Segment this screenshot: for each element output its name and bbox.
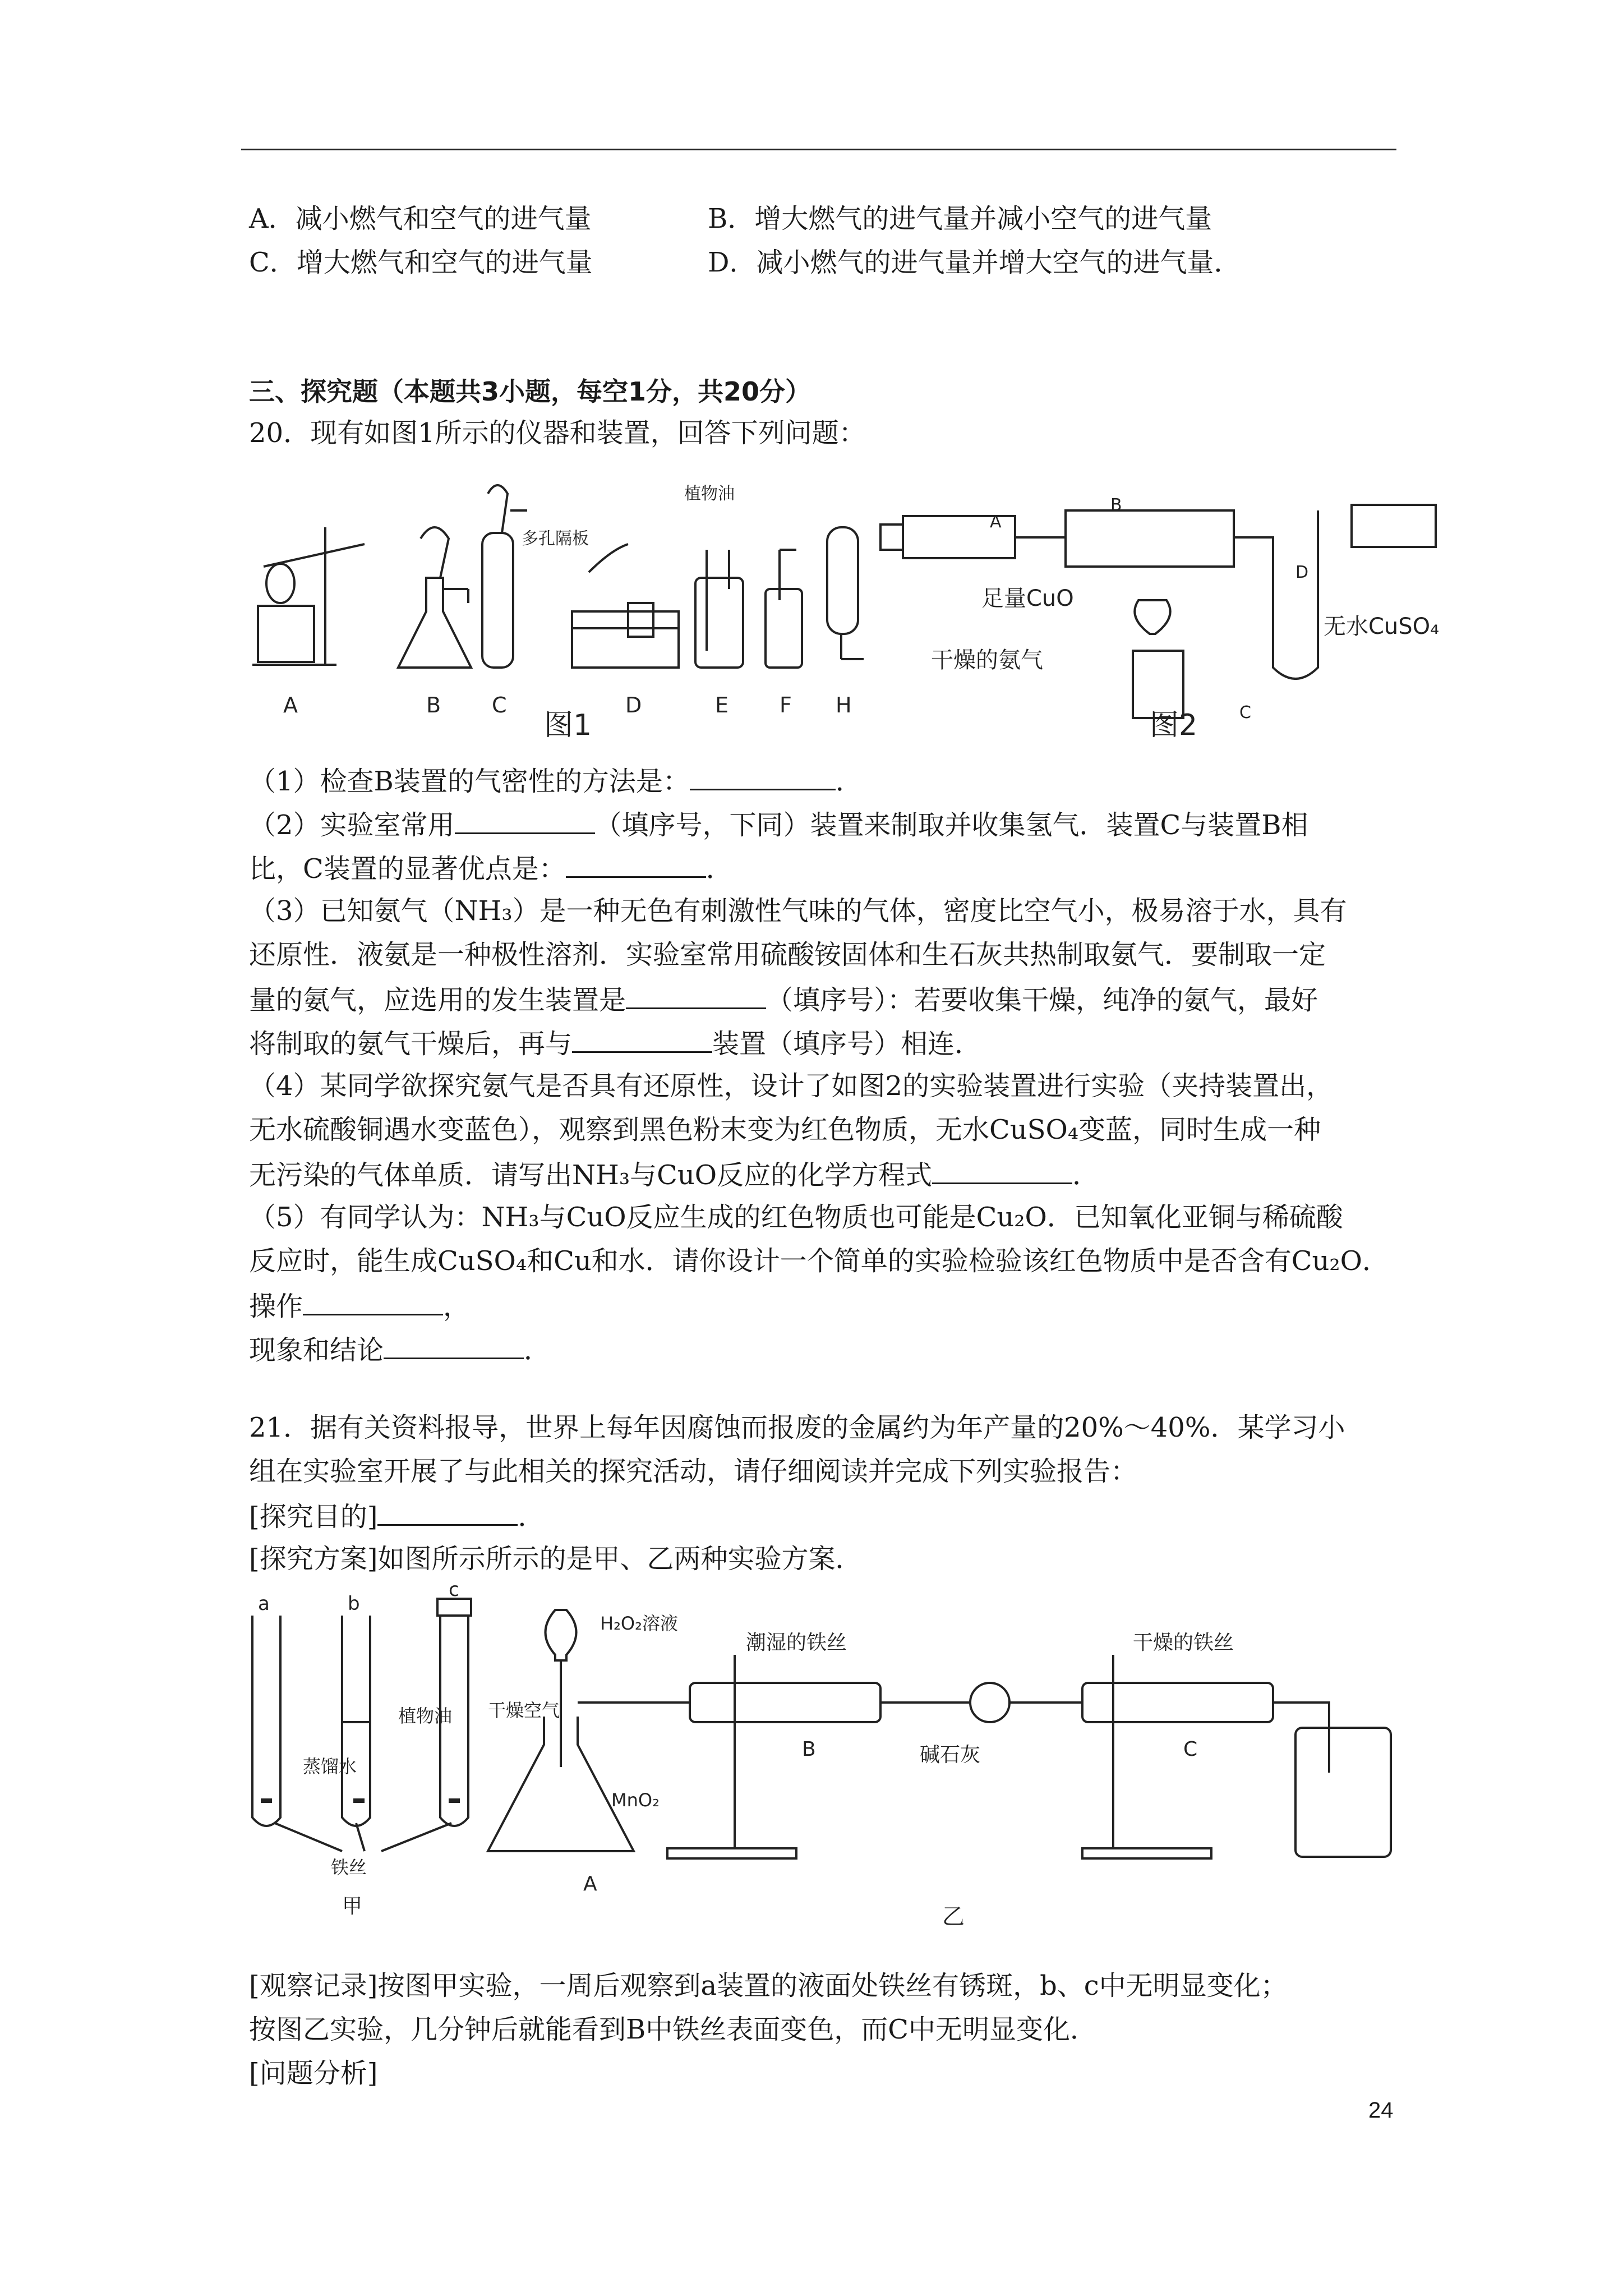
tube-b-device-label: B: [802, 1738, 816, 1761]
q20-p4-line1: （4）某同学欲探究氨气是否具有还原性，设计了如图2的实验装置进行实验（夹持装置出，: [249, 1070, 1334, 1102]
q20-p4-line2: 无水硫酸铜遇水变蓝色），观察到黑色粉末变为红色物质，无水CuSO₄变蓝，同时生成一种: [249, 1114, 1321, 1145]
fig2-cuso4-label: 无水CuSO₄: [1324, 614, 1440, 639]
fig1-label-h: H: [836, 693, 852, 717]
fig1-label-d: D: [625, 693, 642, 717]
q20-p3-line4: 将制取的氨气干燥后，再与 装置（填序号）相连．: [249, 1025, 981, 1061]
q20-figure: [241, 466, 1440, 742]
iron-wire-label: 铁丝: [331, 1857, 367, 1878]
q21-observation-line1: [观察记录]按图甲实验，一周后观察到a装置的液面处铁丝有锈斑，b、c中无明显变化；: [249, 1970, 1288, 2001]
tube-c-device-label: C: [1183, 1738, 1198, 1761]
option-a: A．减小燃气和空气的进气量: [249, 203, 592, 234]
q21-purpose: [探究目的] ．: [249, 1498, 545, 1534]
q20-p3-line1: （3）已知氨气（NH₃）是一种无色有刺激性气味的气体，密度比空气小，极易溶于水，具有: [249, 895, 1347, 927]
distilled-water-label: 蒸馏水: [303, 1756, 357, 1777]
fig1-oil-label: 植物油: [684, 484, 735, 504]
fig2-label-d: D: [1295, 563, 1309, 582]
fig2-label-c: C: [1239, 703, 1251, 723]
fig1-label-f: F: [780, 693, 792, 717]
jia-caption: 甲: [342, 1895, 363, 1918]
fig1-label-a: A: [283, 693, 298, 717]
q21-plan: [探究方案]如图所示所示的是甲、乙两种实验方案．: [249, 1543, 863, 1575]
option-c: C．增大燃气和空气的进气量: [249, 247, 593, 278]
q21-line2: 组在实验室开展了与此相关的探究活动，请仔细阅读并完成下列实验报告：: [249, 1456, 1138, 1487]
section-title: 三、探究题（本题共3小题，每空1分，共20分）: [249, 376, 811, 407]
fig1-label-e: E: [715, 693, 729, 717]
flask-a-label: A: [583, 1872, 597, 1895]
fig2-caption: 图2: [1150, 708, 1198, 742]
q20-p2-cont: 比，C装置的显著优点是： ．: [249, 850, 733, 886]
q21-line1: 21．据有关资料报导，世界上每年因腐蚀而报废的金属约为年产量的20%～40%．某学习小: [249, 1412, 1345, 1443]
q20-p5-line3: 操作 ，: [249, 1288, 470, 1323]
dry-wire-label: 干燥的铁丝: [1133, 1631, 1234, 1654]
fig3-oil-label: 植物油: [398, 1705, 453, 1727]
q20-p5-line2: 反应时，能生成CuSO₄和Cu和水．请你设计一个简单的实验检验该红色物质中是否含有Cu₂O．: [249, 1245, 1389, 1277]
q20-stem: 20．现有如图1所示的仪器和装置，回答下列问题：: [249, 417, 866, 449]
option-b: B．增大燃气的进气量并减小空气的进气量: [708, 203, 1212, 234]
q21-observation-line2: 按图乙实验，几分钟后就能看到B中铁丝表面变色，而C中无明显变化．: [249, 2014, 1098, 2045]
mno2-label: MnO₂: [611, 1789, 660, 1811]
header-rule: [241, 149, 1396, 150]
option-d: D．减小燃气的进气量并增大空气的进气量．: [708, 247, 1241, 278]
soda-lime-label: 碱石灰: [920, 1743, 981, 1766]
q20-p3-line2: 还原性．液氨是一种极性溶剂．实验室常用硫酸铵固体和生石灰共热制取氨气．要制取一定: [249, 939, 1326, 970]
wet-wire-label: 潮湿的铁丝: [746, 1631, 847, 1654]
yi-caption: 乙: [942, 1904, 965, 1930]
h2o2-label: H₂O₂溶液: [600, 1613, 678, 1634]
fig1-caption: 图1: [544, 708, 592, 742]
porous-plate-label: 多孔隔板: [522, 529, 589, 549]
tube-b-label: b: [348, 1593, 360, 1615]
q20-p5-line4: 现象和结论 ．: [249, 1332, 551, 1367]
q20-p2: （2）实验室常用 （填序号，下同）装置来制取并收集氢气．装置C与装置B相: [249, 807, 1308, 842]
q20-p1: （1）检查B装置的气密性的方法是： ．: [249, 763, 863, 798]
q20-p3-line3: 量的氨气，应选用的发生装置是 （填序号）：若要收集干燥，纯净的氨气，最好: [249, 982, 1318, 1017]
fig2-dry-ammonia-label: 干燥的氨气: [931, 647, 1043, 673]
fig2-cuo-label: 足量CuO: [981, 586, 1074, 611]
fig1-label-b: B: [426, 693, 441, 717]
tube-a-label: a: [258, 1593, 270, 1615]
q21-analysis: [问题分析]: [249, 2058, 378, 2089]
tube-c-label: c: [449, 1579, 459, 1601]
fig1-label-c: C: [492, 693, 507, 717]
dry-air-label: 干燥空气: [488, 1700, 560, 1721]
fig2-label-b: B: [1110, 495, 1122, 515]
fig2-label-a: A: [990, 512, 1002, 532]
q20-p5-line1: （5）有同学认为：NH₃与CuO反应生成的红色物质也可能是Cu₂O．已知氧化亚铜与稀硫酸: [249, 1202, 1343, 1233]
q20-p4-line3: 无污染的气体单质．请写出NH₃与CuO反应的化学方程式 ．: [249, 1157, 1099, 1192]
page-number: 24: [1368, 2098, 1394, 2123]
q21-figure: [241, 1579, 1408, 1949]
